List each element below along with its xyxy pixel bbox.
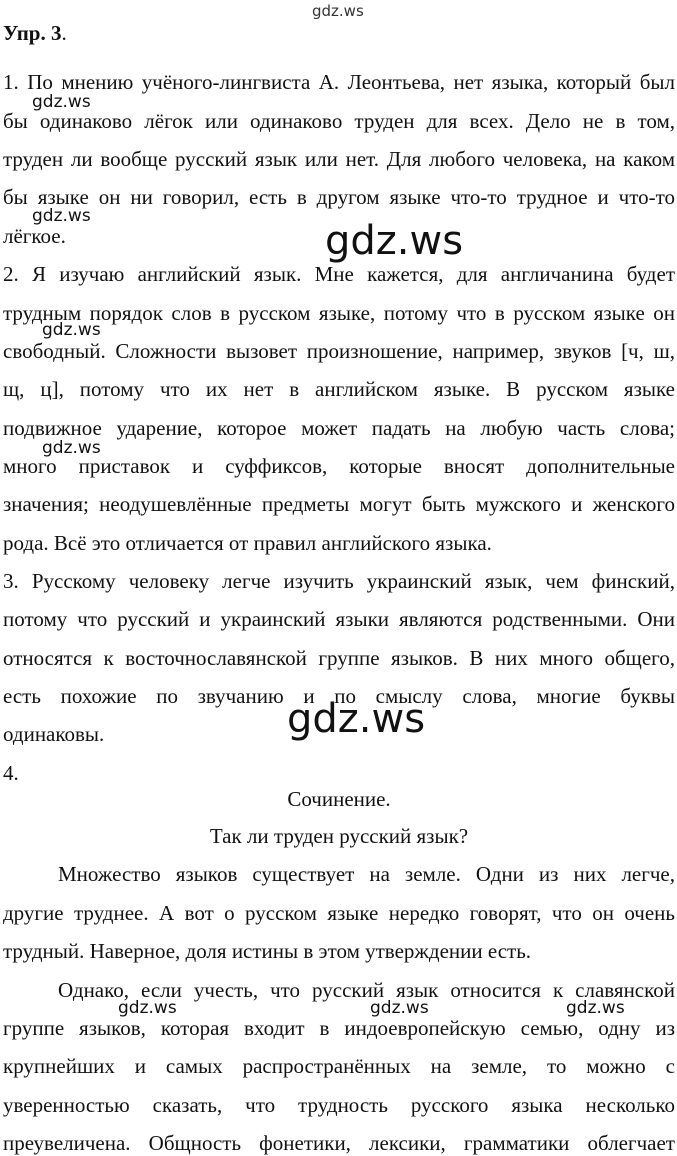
text-line: подвижное ударение, которое может падать на любую часть слова; bbox=[3, 416, 675, 440]
exercise-title: Упр. 3 bbox=[3, 21, 62, 45]
essay-label: Сочинение. bbox=[287, 787, 391, 811]
text-line: 2. Я изучаю английский язык. Мне кажется, для англичанина будет bbox=[3, 262, 675, 286]
essay-title: Так ли труден русский язык? bbox=[209, 824, 469, 848]
watermark-top: gdz.ws bbox=[312, 2, 364, 20]
exercise-heading bbox=[3, 20, 675, 46]
text-line: труден ли вообще русский язык или нет. Для любого человека, на каком bbox=[3, 147, 675, 171]
watermark-big: gdz.ws bbox=[325, 218, 464, 264]
watermark-small: gdz.ws bbox=[32, 206, 91, 226]
text-line: потому что русский и украинский языки являются родственными. Они bbox=[3, 607, 675, 631]
text-line: щ, ц], потому что их нет в английском языке. В русском языке bbox=[3, 377, 675, 401]
text-line: одинаковы. bbox=[3, 722, 105, 746]
text-line: Однако, если учесть, что русский язык относится к славянской bbox=[58, 978, 675, 1002]
text-line: другие труднее. А вот о русском языке нередко говорят, что он очень bbox=[3, 901, 675, 925]
watermark-small: gdz.ws bbox=[42, 438, 101, 458]
watermark-small: gdz.ws bbox=[118, 998, 177, 1018]
exercise-title-period: . bbox=[61, 21, 67, 45]
text-line: крупнейших и самых распространённых на земле, то можно с bbox=[3, 1054, 675, 1078]
text-line: свободный. Сложности вызовет произношение, например, звуков [ч, ш, bbox=[3, 339, 675, 363]
text-line: рода. Всё это отличается от правил английского языка. bbox=[3, 531, 492, 555]
text-line: группе языков, которая входит в индоевропейскую семью, одну из bbox=[3, 1016, 675, 1040]
text-line: значения; неодушевлённые предметы могут быть мужского и женского bbox=[3, 492, 675, 516]
text-line: лёгкое. bbox=[3, 224, 66, 248]
text-line: 3. Русскому человеку легче изучить украинский язык, чем финский, bbox=[3, 569, 675, 593]
watermark-small: gdz.ws bbox=[32, 92, 91, 112]
watermark-big: gdz.ws bbox=[287, 696, 426, 742]
watermark-small: gdz.ws bbox=[566, 998, 625, 1018]
watermark-small: gdz.ws bbox=[42, 320, 101, 340]
text-line: бы одинаково лёгок или одинаково труден для всех. Дело не в том, bbox=[3, 109, 675, 133]
text-line: есть похожие по звучанию и по смыслу слова, многие буквы bbox=[3, 684, 675, 708]
text-line: уверенностью сказать, что трудность русского языка несколько bbox=[3, 1093, 675, 1117]
text-line: 4. bbox=[3, 761, 19, 785]
text-line: преувеличена. Общность фонетики, лексики, грамматики облегчает bbox=[3, 1131, 675, 1155]
text-line: много приставок и суффиксов, которые вносят дополнительные bbox=[3, 454, 675, 478]
watermark-small: gdz.ws bbox=[370, 998, 429, 1018]
text-line: трудный. Наверное, доля истины в этом утверждении есть. bbox=[3, 939, 532, 963]
text-line: относятся к восточнославянской группе языков. В них много общего, bbox=[3, 646, 675, 670]
text-line: бы языке он ни говорил, есть в другом языке что-то трудное и что-то bbox=[3, 185, 675, 209]
text-line: Множество языков существует на земле. Одни из них легче, bbox=[58, 862, 675, 886]
text-line: трудным порядок слов в русском языке, потому что в русском языке он bbox=[3, 301, 675, 325]
text-line: 1. По мнению учёного-лингвиста А. Леонтьева, нет языка, который был bbox=[3, 70, 675, 94]
